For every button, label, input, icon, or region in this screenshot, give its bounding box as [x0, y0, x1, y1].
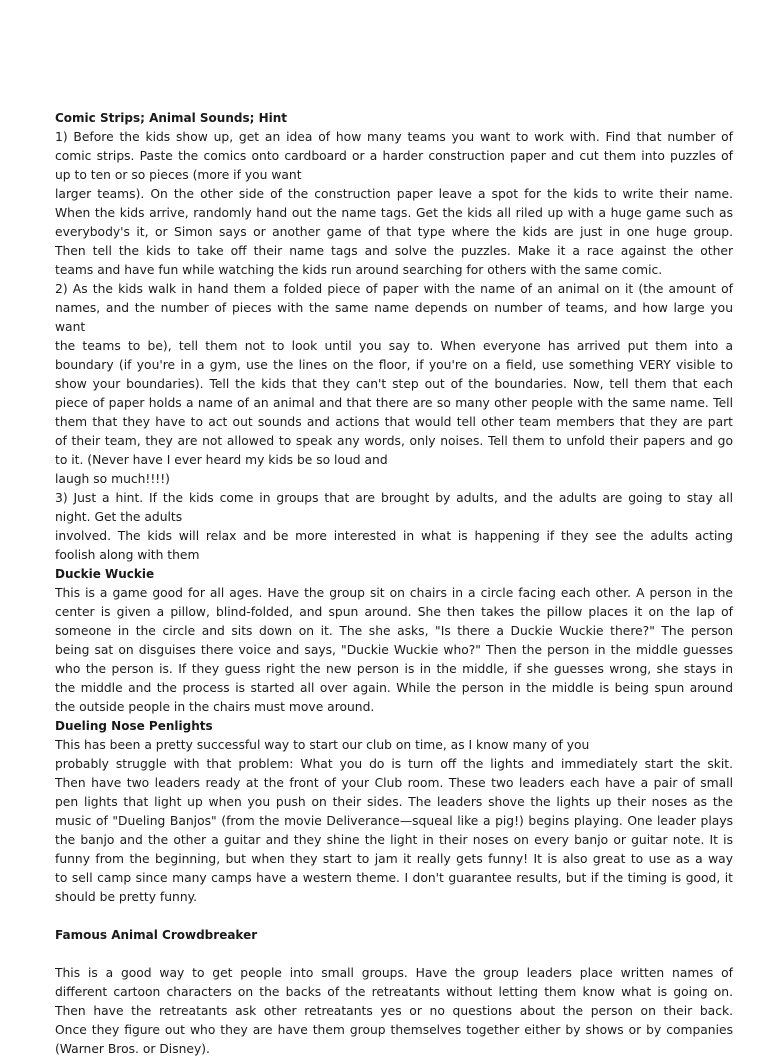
- text-line: involved. The kids will relax and be more interested in what is happening if they see the adults acting: [55, 529, 733, 543]
- text-line: piece of paper holds a name of an animal and that there are so many other people with the same name. Tell: [55, 396, 733, 410]
- section-heading: Famous Animal Crowdbreaker: [55, 928, 258, 942]
- text-line: pen lights that light up when you push on their sides. The leaders shove the lights up their noses as the: [55, 795, 733, 809]
- text-line: to sell camp since many camps have a western theme. I don't guarantee results, but if the timing is good, it: [55, 871, 733, 885]
- text-line: night. Get the adults: [55, 510, 183, 524]
- section-comic-strips: [55, 109, 733, 565]
- document-page: [55, 109, 733, 1059]
- text-line: them that they have to act out sounds and actions that would tell other team members that they are part: [55, 415, 733, 429]
- paragraph: [55, 489, 733, 565]
- text-line: everybody's it, or Simon says or another game of that type where the kids are just in one huge group.: [55, 225, 733, 239]
- text-line: someone in the circle and sits down on it. The she asks, "Is there a Duckie Wuckie there?" The person: [55, 624, 733, 638]
- paragraph: [55, 280, 733, 489]
- text-line: different cartoon characters on the backs of the retreatants without letting them know what is going on.: [55, 985, 733, 999]
- text-line: names, and the number of pieces with the same name depends on number of teams, and how large you want: [55, 301, 733, 334]
- text-line: 2) As the kids walk in hand them a folded piece of paper with the name of an animal on it (the amount of: [55, 282, 733, 296]
- text-line: 3) Just a hint. If the kids come in groups that are brought by adults, and the adults are going to stay all: [55, 491, 733, 505]
- text-line: laugh so much!!!!): [55, 472, 170, 486]
- text-line: This has been a pretty successful way to start our club on time, as I know many of you: [55, 738, 590, 752]
- text-line: probably struggle with that problem: What you do is turn off the lights and immediately start the skit.: [55, 757, 733, 771]
- text-line: Then have the retreatants ask other retreatants yes or no questions about the person on their back.: [55, 1004, 733, 1018]
- text-line: When the kids arrive, randomly hand out the name tags. Get the kids all riled up with a huge game such as: [55, 206, 733, 220]
- section-heading: Comic Strips; Animal Sounds; Hint: [55, 111, 288, 125]
- section-heading: Dueling Nose Penlights: [55, 719, 213, 733]
- text-line: teams and have fun while watching the kids run around searching for others with the same comic.: [55, 263, 663, 277]
- text-line: This is a good way to get people into small groups. Have the group leaders place written names of: [55, 966, 733, 980]
- paragraph: [55, 128, 733, 280]
- text-line: music of "Dueling Banjos" (from the movie Deliverance—squeal like a pig!) begins playing. One leader plays: [55, 814, 733, 828]
- text-line: being sat on disguises there voice and says, "Duckie Wuckie who?" Then the person in the middle guesses: [55, 643, 733, 657]
- text-line: center is given a pillow, blind-folded, and spun around. She then takes the pillow places it on the lap of: [55, 605, 733, 619]
- text-line: the outside people in the chairs must move around.: [55, 700, 375, 714]
- text-line: should be pretty funny.: [55, 890, 198, 904]
- text-line: of their team, they are not allowed to speak any words, only noises. Tell them to unfold their papers and go: [55, 434, 733, 448]
- text-line: Then have two leaders ready at the front of your Club room. These two leaders each have a pair of small: [55, 776, 733, 790]
- text-line: the banjo and the other a guitar and they shine the light in their noses on every banjo or guitar note. It is: [55, 833, 733, 847]
- paragraph: [55, 736, 733, 907]
- text-line: 1) Before the kids show up, get an idea of how many teams you want to work with. Find that number of: [55, 130, 733, 144]
- section-dueling-nose-penlights: [55, 717, 733, 907]
- text-line: up to ten or so pieces (more if you want: [55, 168, 302, 182]
- text-line: who the person is. If they guess right the new person is in the middle, if she guesses wrong, she stays in: [55, 662, 733, 676]
- text-line: show your boundaries). Tell the kids that they can't step out of the boundaries. Now, tell them that each: [55, 377, 733, 391]
- text-line: boundary (if you're in a gym, use the lines on the floor, if you're on a field, use something VERY visible to: [55, 358, 733, 372]
- paragraph: [55, 584, 733, 717]
- text-line: This is a game good for all ages. Have the group sit on chairs in a circle facing each other. A person in the: [55, 586, 733, 600]
- text-line: comic strips. Paste the comics onto cardboard or a harder construction paper and cut them into puzzles of: [55, 149, 733, 163]
- text-line: Then tell the kids to take off their name tags and solve the puzzles. Make it a race against the other: [55, 244, 733, 258]
- text-line: to it. (Never have I ever heard my kids be so loud and: [55, 453, 388, 467]
- text-line: (Warner Bros. or Disney).: [55, 1042, 210, 1056]
- section-famous-animal-crowdbreaker: [55, 926, 733, 1059]
- text-line: larger teams). On the other side of the construction paper leave a spot for the kids to write their name.: [55, 187, 733, 201]
- text-line: Once they figure out who they are have them group themselves together either by shows or by companies: [55, 1023, 733, 1037]
- text-line: foolish along with them: [55, 548, 200, 562]
- paragraph: [55, 964, 733, 1059]
- text-line: the middle and the process is started all over again. While the person in the middle is being spun around: [55, 681, 733, 695]
- text-line: the teams to be), tell them not to look until you say to. When everyone has arrived put them into a: [55, 339, 733, 353]
- section-heading: Duckie Wuckie: [55, 567, 155, 581]
- section-duckie-wuckie: [55, 565, 733, 717]
- text-line: funny from the beginning, but when they start to jam it really gets funny! It is also great to use as a way: [55, 852, 733, 866]
